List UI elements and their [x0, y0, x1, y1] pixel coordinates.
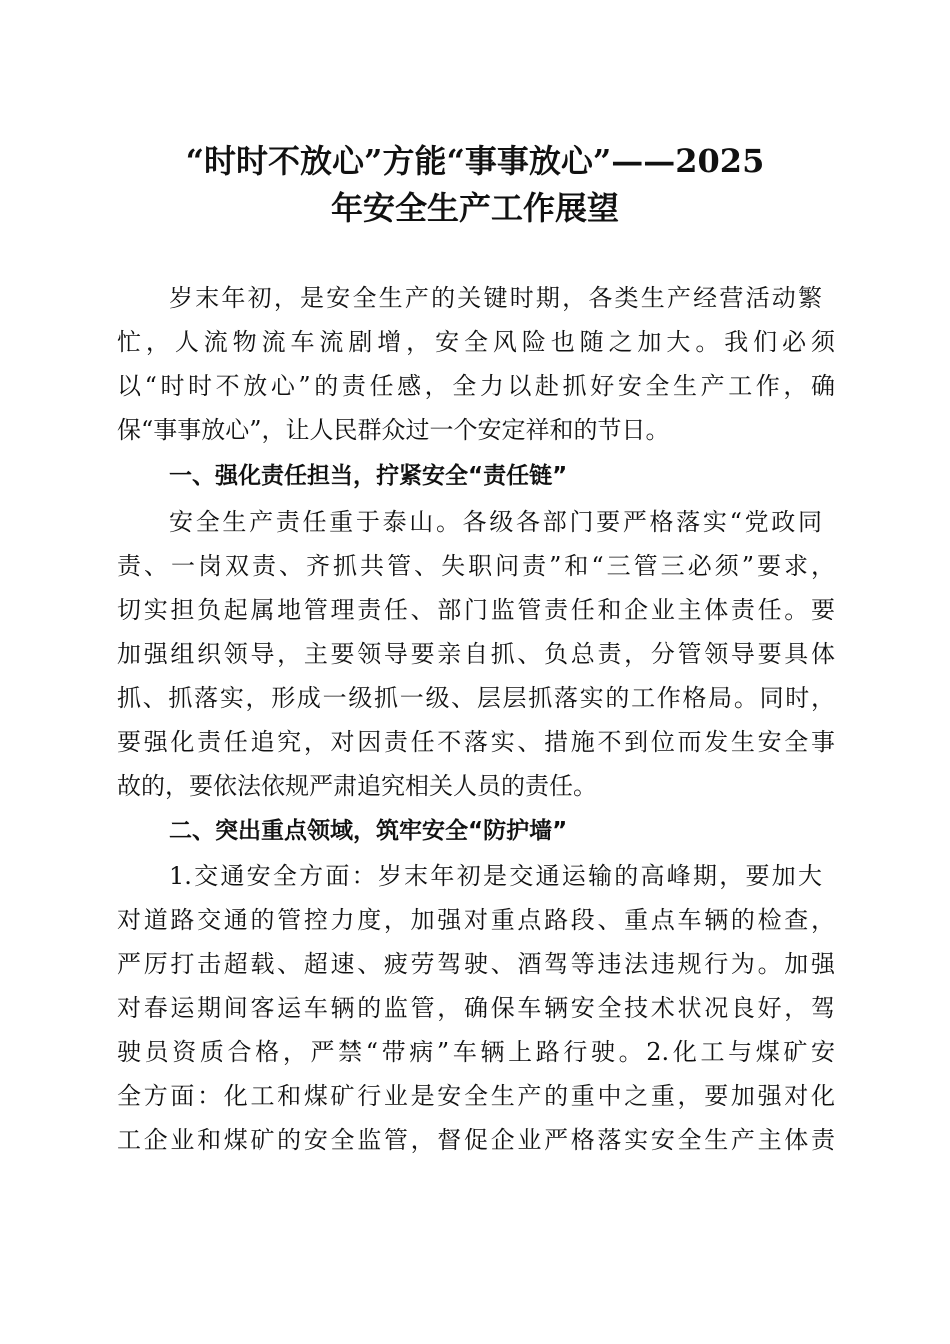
paragraph-line: 加强组织领导，主要领导要亲自抓、负总责，分管领导要具体	[117, 640, 835, 668]
paragraph-line: 工企业和煤矿的安全监管，督促企业严格落实安全生产主体责	[117, 1126, 835, 1154]
paragraph-line: 岁末年初，是安全生产的关键时期，各类生产经营活动繁	[169, 284, 822, 312]
paragraph-line: 全方面：化工和煤矿行业是安全生产的重中之重，要加强对化	[117, 1082, 835, 1110]
paragraph-line: 对春运期间客运车辆的监管，确保车辆安全技术状况良好，驾	[117, 994, 835, 1022]
title-line-2: 年安全生产工作展望	[330, 189, 619, 227]
paragraph-line: 切实担负起属地管理责任、部门监管责任和企业主体责任。要	[117, 596, 835, 624]
paragraph-line: 驶员资质合格，严禁“带病”车辆上路行驶。2.化工与煤矿安	[117, 1038, 835, 1066]
paragraph-line: 忙，人流物流车流剧增，安全风险也随之加大。我们必须	[117, 328, 835, 356]
section-heading-1: 一、强化责任担当，拧紧安全“责任链”	[169, 463, 568, 489]
paragraph-line: 以“时时不放心”的责任感，全力以赴抓好安全生产工作，确	[117, 372, 835, 400]
paragraph-line: 保“事事放心”，让人民群众过一个安定祥和的节日。	[117, 416, 670, 444]
paragraph-line: 要强化责任追究，对因责任不落实、措施不到位而发生安全事	[117, 728, 835, 756]
paragraph-line: 安全生产责任重于泰山。各级各部门要严格落实“党政同	[169, 508, 822, 536]
paragraph-line: 抓、抓落实，形成一级抓一级、层层抓落实的工作格局。同时，	[117, 684, 835, 712]
paragraph-line: 故的，要依法依规严肃追究相关人员的责任。	[117, 772, 597, 800]
paragraph-line: 1.交通安全方面：岁末年初是交通运输的高峰期，要加大	[169, 862, 822, 890]
paragraph-line: 对道路交通的管控力度，加强对重点路段、重点车辆的检查，	[117, 906, 835, 934]
title-line-1: “时时不放心”方能“事事放心”——2025	[185, 142, 765, 180]
paragraph-line: 严厉打击超载、超速、疲劳驾驶、酒驾等违法违规行为。加强	[117, 950, 835, 978]
paragraph-line: 责、一岗双责、齐抓共管、失职问责”和“三管三必须”要求，	[117, 552, 835, 580]
section-heading-2: 二、突出重点领域，筑牢安全“防护墙”	[169, 818, 568, 844]
